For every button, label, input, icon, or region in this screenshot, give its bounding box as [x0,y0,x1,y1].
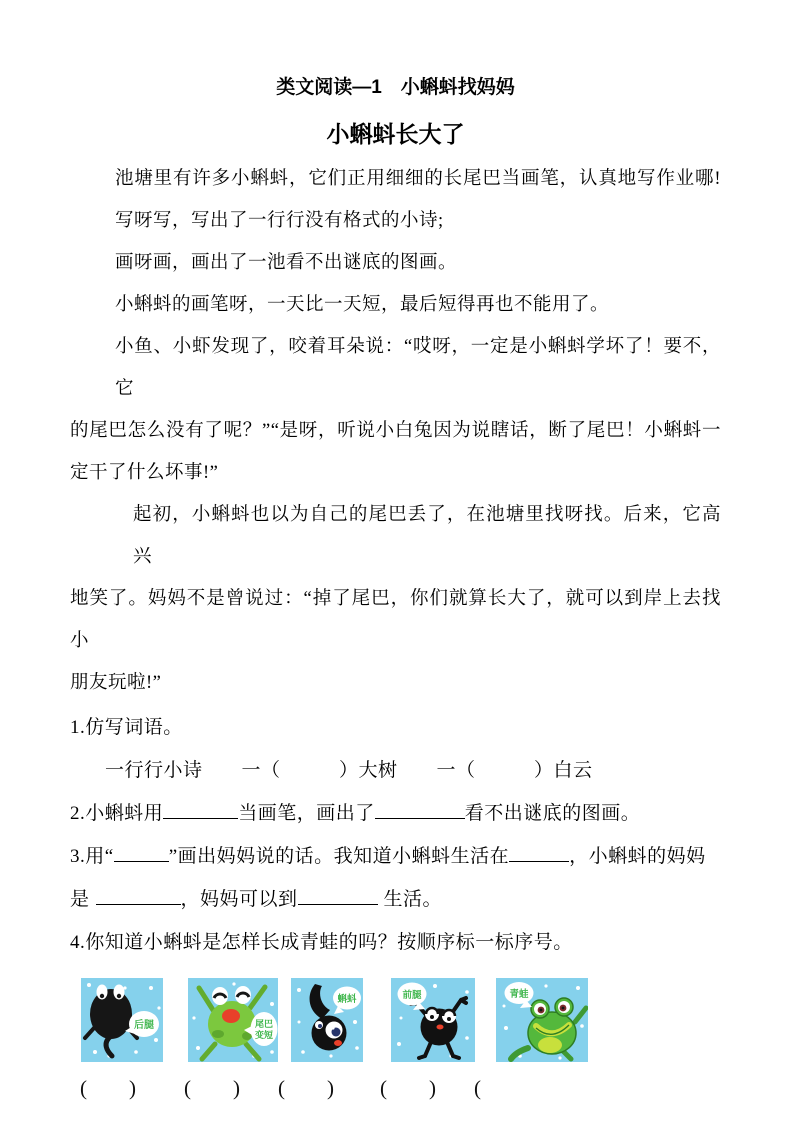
question-3-text: ，妈妈可以到 [180,889,298,910]
article-line: 起初，小蝌蚪也以为自己的尾巴丢了，在池塘里找呀找。后来，它高兴 [133,505,721,567]
question-2 [70,792,721,835]
frog-tail-shortening-illustration [188,978,278,1062]
tadpole-hind-legs-illustration [81,978,163,1062]
paren-group [278,1076,334,1101]
bubble-label: 蝌蚪 [337,994,357,1005]
paren-open: ( [380,1076,387,1100]
question-3-text: 生活。 [383,889,443,910]
stage-card-tadpole [291,978,363,1062]
paren-open: ( [80,1076,87,1100]
article-title: 小蝌蚪长大了 [326,121,465,147]
paren-group [380,1076,436,1101]
article-line: 朋友玩啦!” [70,673,162,693]
paren-close: ) [327,1076,334,1100]
article-line: 地笑了。妈妈不是曾说过：“掉了尾巴，你们就算长大了，就可以到岸上去找小 [70,589,721,651]
paren-close: ) [429,1076,436,1100]
blank-underline [375,798,465,819]
blank-underline [114,841,169,862]
paren-open: ( [278,1076,285,1100]
tadpole-illustration [291,978,363,1062]
stage-card-tadpole-front-legs [391,978,475,1062]
question-2-text: 看不出谜底的图画。 [464,803,641,824]
stage-card-tadpole-hind-legs [81,978,163,1062]
paren-group [184,1076,240,1101]
article-body [70,158,721,704]
paren-open: ( [184,1076,191,1100]
article-line: 定干了什么坏事!” [70,463,219,483]
frog-illustration [496,978,588,1062]
article-line: 小鱼、小虾发现了，咬着耳朵说：“哎呀，一定是小蝌蚪学坏了！要不，它 [115,337,721,399]
page-title: 类文阅读—1 小蝌蚪找妈妈 [276,77,515,98]
article-line: 的尾巴怎么没有了呢？”“是呀，听说小白兔因为说瞎话，断了尾巴！小蝌蚪一 [70,421,721,441]
question-3-line-2 [70,878,721,921]
question-3-line-1 [70,835,721,878]
question-3-text: ，小蝌蚪的妈妈 [569,846,706,867]
bubble-label: 青蛙 [509,989,529,1000]
paren-open: ( [474,1076,481,1100]
article-line: 池塘里有许多小蝌蚪，它们正用细细的长尾巴当画笔，认真地写作业哪! [115,169,721,189]
blank-underline [509,841,569,862]
question-4-label: 4.你知道小蝌蚪是怎样长成青蛙的吗？按顺序标一标序号。 [70,932,573,953]
question-3-text: 3.用“ [70,846,114,867]
bubble-label: 后腿 [134,1020,154,1031]
growth-stage-cards [70,978,721,1062]
question-2-text: 2.小蝌蚪用 [70,803,164,824]
blank-underline [298,884,378,905]
answer-parens-row [70,1076,721,1101]
question-3-text: ”画出妈妈说的话。我知道小蝌蚪生活在 [168,846,510,867]
stage-card-frog-tail-shortening [188,978,278,1062]
article-line: 写呀写，写出了一行行没有格式的小诗; [115,211,444,231]
paren-group [80,1076,136,1101]
bubble-label: 变短 [254,1030,274,1040]
question-2-text: 当画笔，画出了 [238,803,375,824]
bubble-label: 前腿 [402,990,422,1001]
stage-card-frog [496,978,588,1062]
questions-section [70,706,721,964]
bubble-label: 尾巴 [254,1019,274,1029]
blank-underline [96,884,181,905]
paren-close: ) [129,1076,136,1100]
tadpole-front-legs-illustration [391,978,475,1062]
question-1-items: 一行行小诗 一（ ）大树 一（ ）白云 [105,760,593,781]
article-line: 画呀画，画出了一池看不出谜底的图画。 [115,253,458,273]
blank-underline [163,798,238,819]
article-line: 小蝌蚪的画笔呀，一天比一天短，最后短得再也不能用了。 [115,295,610,315]
question-3-text: 是 [70,889,90,910]
paren-close: ) [233,1076,240,1100]
paren-group [474,1076,481,1101]
question-1-label: 1.仿写词语。 [70,717,183,738]
